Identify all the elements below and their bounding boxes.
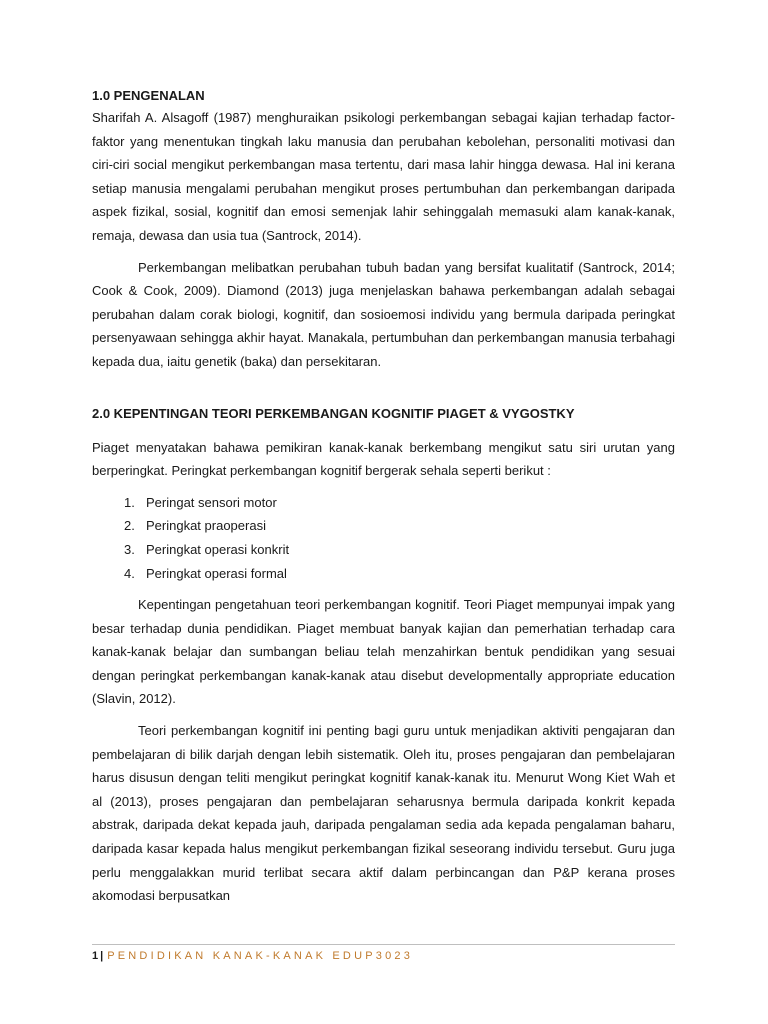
list-item-number: 2. [124,518,135,534]
list-item-number: 3. [124,541,135,557]
list-item-text: Peringkat operasi konkrit [146,541,290,557]
list-item-number: 1. [124,494,135,510]
section-1-paragraph-1: Sharifah A. Alsagoff (1987) menghuraikan psikologi perkembangan sebagai kajian terhadap factor-faktor yang menentukan tingkah laku manusia dan perubahan kebolehan, personaliti motivasi dan ciri-ciri social mengikut perkembangan masa tertentu, dari masa lahir hingga dewasa. Hal ini kerana setiap manusia mengalami perubahan mengikut proses pertumbuhan dan perkembangan daripada aspek fizikal, sosial, kognitif dan emosi semenjak lahir sehinggalah memasuki alam kanak-kanak, remaja, dewasa dan usia tua (Santrock, 2014). [92,110,675,243]
section-1-paragraph-2: Perkembangan melibatkan perubahan tubuh badan yang bersifat kualitatif (Santrock, 2014; Cook & Cook, 2009). Diamond (2013) juga menjelaskan bahawa perkembangan adalah sebagai perubahan dalam corak biologi, kognitif, dan sosioemosi individu yang bermula daripada peringkat persenyawaan sehingga akhir hayat. Manakala, pertumbuhan dan perkembangan manusia terbahagi kepada dua, iaitu genetik (baka) dan persekitaran. [92,259,675,369]
list-item-text: Peringat sensori motor [146,494,277,510]
list-item-text: Peringkat operasi formal [146,565,287,581]
list-item [124,538,675,562]
section-2-paragraph-1: Piaget menyatakan bahawa pemikiran kanak-kanak berkembang mengikut satu siri urutan yang berperingkat. Peringkat perkembangan kognitif bergerak sehala seperti berikut : [92,439,675,479]
section-2-paragraph-3: Teori perkembangan kognitif ini penting bagi guru untuk menjadikan aktiviti pengajaran dan pembelajaran di bilik darjah dengan lebih sistematik. Oleh itu, proses pengajaran dan pembelajaran harus disusun dengan teliti mengikut peringkat kognitif kanak-kanak itu. Menurut Wong Kiet Wah et al (2013), proses pengajaran dan pembelajaran seharusnya bermula daripada konkrit kepada abstrak, daripada dekat kepada jauh, daripada pengalaman sedia ada kepada pengalaman baharu, daripada kasar kepada halus mengikut perkembangan fizikal seseorang individu tersebut. Guru juga perlu menggalakkan murid terlibat secara aktif dalam perbincangan dan P&P kerana proses akomodasi berpusatkan [92,723,675,904]
page-number: 1 [92,950,99,962]
list-item [124,491,675,515]
section-1-heading: 1.0 PENGENALAN [92,88,205,103]
section-2-paragraph-2: Kepentingan pengetahuan teori perkembangan kognitif. Teori Piaget mempunyai impak yang besar terhadap dunia pendidikan. Piaget membuat banyak kajian dan pemerhatian terhadap cara kanak-kanak belajar dan sumbangan beliau telah menzahirkan bentuk pendidikan yang sesuai dengan peringkat perkembangan kanak-kanak atau disebut developmentally appropriate education (Slavin, 2012). [92,597,675,707]
list-item [124,514,675,538]
footer-divider [92,944,675,945]
page-footer [92,948,413,964]
list-item-text: Peringkat praoperasi [146,518,266,534]
list-item-number: 4. [124,565,135,581]
section-2-heading: 2.0 KEPENTINGAN TEORI PERKEMBANGAN KOGNITIF PIAGET & VYGOSTKY [92,405,575,421]
list-item [124,562,675,586]
document-page [92,86,675,908]
footer-course-title: PENDIDIKAN KANAK-KANAK EDUP3023 [107,950,414,962]
footer-separator: | [100,950,104,962]
cognitive-stages-list [92,491,675,585]
